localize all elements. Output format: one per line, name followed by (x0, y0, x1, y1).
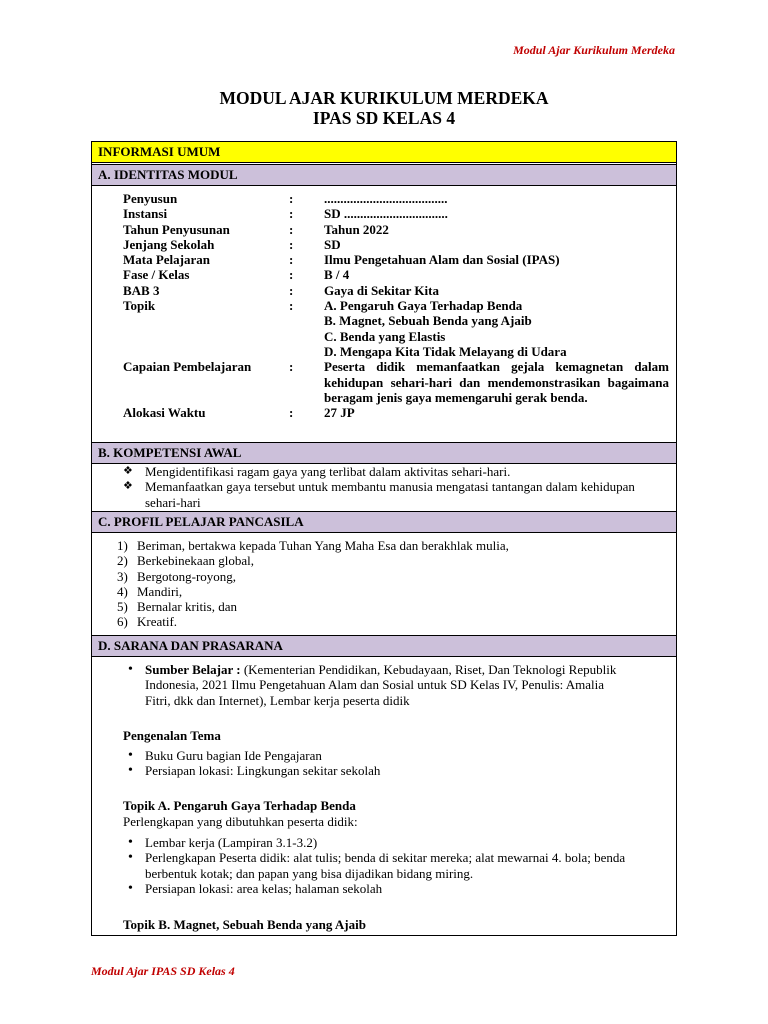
sumber-belajar-item: • Sumber Belajar : (Kementerian Pendidikan, Kebudayaan, Riset, Dan Teknologi Republik Indonesia, 2021 Ilmu Pengetahuan Alam dan Sosial untuk SD Kelas IV, Penulis: Amalia Fitri, dkk dan Internet), Lembar kerja peserta didik (123, 662, 623, 708)
row-value: Ilmu Pengetahuan Alam dan Sosial (IPAS) (324, 252, 560, 268)
row-label: Mata Pelajaran (123, 252, 211, 268)
identitas-table (123, 191, 669, 420)
profil-list (117, 538, 637, 630)
topik-a-intro: Perlengkapan yang dibutuhkan peserta didik: (123, 814, 358, 829)
profil-item: 1) Beriman, bertakwa kepada Tuhan Yang Maha Esa dan berakhlak mulia, (117, 538, 509, 553)
identitas-row: Jenjang Sekolah : SD (123, 237, 669, 252)
identitas-row-topik: Topik : A. Pengaruh Gaya Terhadap Benda B. Magnet, Sebuah Benda yang Ajaib C. Benda yang Elastis D. Mengapa Kita Tidak Melayang di Udara (123, 298, 669, 359)
page-footer: Modul Ajar IPAS SD Kelas 4 (91, 964, 235, 978)
topik-a-title: Topik A. Pengaruh Gaya Terhadap Benda (123, 798, 356, 813)
topik-a-item: • Persiapan lokasi: area kelas; halaman sekolah (123, 881, 643, 896)
section-informasi-umum: INFORMASI UMUM (92, 141, 676, 163)
row-value: B / 4 (324, 267, 350, 283)
sumber-belajar (123, 662, 623, 708)
profil-item: 2) Berkebinekaan global, (117, 553, 254, 569)
pengenalan-item: • Persiapan lokasi: Lingkungan sekitar sekolah (123, 763, 643, 778)
pengenalan-tema-title: Pengenalan Tema (123, 728, 221, 743)
identitas-row-capaian: Capaian Pembelajaran : Peserta didik memanfaatkan gejala kemagnetan dalam kehidupan sehari-hari dan mendemonstrasikan bagaimana beragam jenis gaya memengaruhi gerak benda. (123, 359, 669, 405)
kompetensi-item: ❖ Mengidentifikasi ragam gaya yang terlibat dalam aktivitas sehari-hari. (121, 464, 641, 479)
pengenalan-tema-list (123, 748, 643, 779)
section-profil-pelajar: C. PROFIL PELAJAR PANCASILA (92, 511, 676, 533)
topik-item: D. Mengapa Kita Tidak Melayang di Udara (324, 343, 567, 359)
row-value: ...................................... (324, 191, 448, 206)
kompetensi-item: ❖ Memanfaatkan gaya tersebut untuk membantu manusia mengatasi tantangan dalam kehidupan sehari-hari (121, 479, 641, 510)
identitas-row: Tahun Penyusunan : Tahun 2022 (123, 222, 669, 237)
topik-item: A. Pengaruh Gaya Terhadap Benda (324, 298, 523, 314)
row-label: Instansi (123, 206, 168, 222)
identitas-row: Mata Pelajaran : Ilmu Pengetahuan Alam dan Sosial (IPAS) (123, 252, 669, 267)
row-label: Penyusun (123, 191, 178, 206)
row-value: Tahun 2022 (324, 221, 389, 237)
identitas-row: Fase / Kelas : B / 4 (123, 267, 669, 282)
row-label: Alokasi Waktu (123, 405, 206, 421)
topik-a-item: • Lembar kerja (Lampiran 3.1-3.2) (123, 835, 643, 850)
topik-a-list (123, 835, 643, 896)
topik-list (324, 298, 669, 359)
identitas-row-alokasi: Alokasi Waktu : 27 JP (123, 405, 669, 420)
topik-item: C. Benda yang Elastis (324, 328, 446, 344)
row-value: 27 JP (324, 405, 355, 421)
identitas-row: Instansi : SD ................................ (123, 206, 669, 221)
topik-item: B. Magnet, Sebuah Benda yang Ajaib (324, 313, 532, 329)
document-title: MODUL AJAR KURIKULUM MERDEKA (219, 88, 549, 108)
row-label: Tahun Penyusunan (123, 221, 230, 237)
row-label: BAB 3 (123, 282, 160, 298)
identitas-row: Penyusun : ...................................... (123, 191, 669, 206)
row-label: Jenjang Sekolah (123, 236, 215, 252)
section-kompetensi-awal: B. KOMPETENSI AWAL (92, 442, 676, 464)
section-identitas-modul: A. IDENTITAS MODUL (92, 164, 676, 186)
row-label: Fase / Kelas (123, 267, 190, 283)
pengenalan-item: • Buku Guru bagian Ide Pengajaran (123, 748, 643, 763)
profil-item: 6) Kreatif. (117, 614, 178, 630)
capaian-text: Peserta didik memanfaatkan gejala kemagnetan dalam kehidupan sehari-hari dan mendemonstrasikan bagaimana beragam jenis gaya memengaruhi gerak benda. (324, 359, 669, 405)
row-value: SD ................................ (324, 206, 448, 222)
identitas-row: BAB 3 : Gaya di Sekitar Kita (123, 283, 669, 298)
profil-item: 4) Mandiri, (117, 583, 183, 599)
row-value: Gaya di Sekitar Kita (324, 282, 439, 298)
section-sarana-prasarana: D. SARANA DAN PRASARANA (92, 635, 676, 657)
topik-a-item: • Perlengkapan Peserta didik: alat tulis; benda di sekitar mereka; alat mewarnai 4. bola; benda berbentuk kotak; dan papan yang bisa dijadikan bidang miring. (123, 850, 643, 881)
row-label: Capaian Pembelajaran (123, 359, 252, 375)
kompetensi-list (121, 464, 641, 510)
topik-b-title: Topik B. Magnet, Sebuah Benda yang Ajaib (123, 917, 366, 932)
row-label: Topik (123, 298, 156, 314)
document-subtitle: IPAS SD KELAS 4 (312, 108, 456, 128)
row-value: SD (324, 236, 341, 252)
profil-item: 3) Bergotong-royong, (117, 568, 237, 584)
running-header: Modul Ajar Kurikulum Merdeka (513, 43, 675, 57)
profil-item: 5) Bernalar kritis, dan (117, 599, 237, 615)
